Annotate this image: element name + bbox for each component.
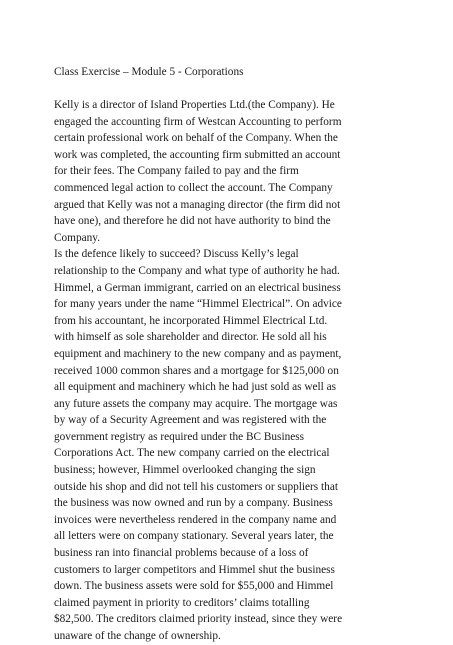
body-line: all letters were on company stationary. Several years later, the: [54, 530, 334, 543]
body-line: $82,500. The creditors claimed priority instead, since they were: [54, 613, 343, 626]
body-line: engaged the accounting firm of Westcan Accounting to perform: [54, 115, 342, 128]
body-line: outside his shop and did not tell his customers or suppliers that: [54, 480, 338, 493]
body-line: customers to larger competitors and Himmel shut the business: [54, 563, 335, 576]
body-line: Himmel, a German immigrant, carried on an electrical business: [54, 281, 341, 294]
body-line: government registry as required under the BC Business: [54, 430, 305, 443]
document-title: Class Exercise – Module 5 - Corporations: [54, 66, 244, 78]
body-line: any future assets the company may acquire. The mortgage was: [54, 397, 338, 410]
body-line: from his accountant, he incorporated Himmel Electrical Ltd.: [54, 314, 328, 327]
body-line: all equipment and machinery which he had just sold as well as: [54, 381, 337, 394]
body-line: Is the defence likely to succeed? Discuss Kelly’s legal: [54, 248, 299, 261]
body-line: certain professional work on behalf of the Company. When the: [54, 132, 338, 145]
body-line: commenced legal action to collect the account. The Company: [54, 181, 333, 194]
body-line: work was completed, the accounting firm submitted an account: [54, 148, 341, 161]
body-line: Company.: [54, 231, 101, 244]
body-line: with himself as sole shareholder and director. He sold all his: [54, 331, 327, 344]
body-line: claimed payment in priority to creditors’ claims totalling: [54, 596, 310, 609]
body-line: by way of a Security Agreement and was registered with the: [54, 414, 327, 427]
body-line: relationship to the Company and what type of authority he had.: [54, 264, 340, 277]
body-line: have one), and therefore he did not have authority to bind the: [54, 215, 331, 228]
body-line: argued that Kelly was not a managing director (the firm did not: [54, 198, 341, 211]
body-line: down. The business assets were sold for $55,000 and Himmel: [54, 580, 334, 593]
body-line: business; however, Himmel overlooked changing the sign: [54, 464, 316, 477]
body-line: received 1000 common shares and a mortgage for $125,000 on: [54, 364, 339, 377]
body-line: for their fees. The Company failed to pay and the firm: [54, 165, 299, 178]
body-line: business ran into financial problems because of a loss of: [54, 547, 309, 560]
body-line: unaware of the change of ownership.: [54, 630, 221, 642]
body-line: Kelly is a director of Island Properties Ltd.(the Company). He: [54, 99, 335, 111]
body-line: Corporations Act. The new company carried on the electrical: [54, 447, 330, 460]
document-body: [54, 97, 424, 645]
body-line: the business was now owned and run by a company. Business: [54, 497, 333, 510]
body-line: equipment and machinery to the new company and as payment,: [54, 347, 342, 360]
body-line: for many years under the name “Himmel Electrical”. On advice: [54, 298, 342, 311]
body-line: invoices were nevertheless rendered in the company name and: [54, 513, 337, 526]
